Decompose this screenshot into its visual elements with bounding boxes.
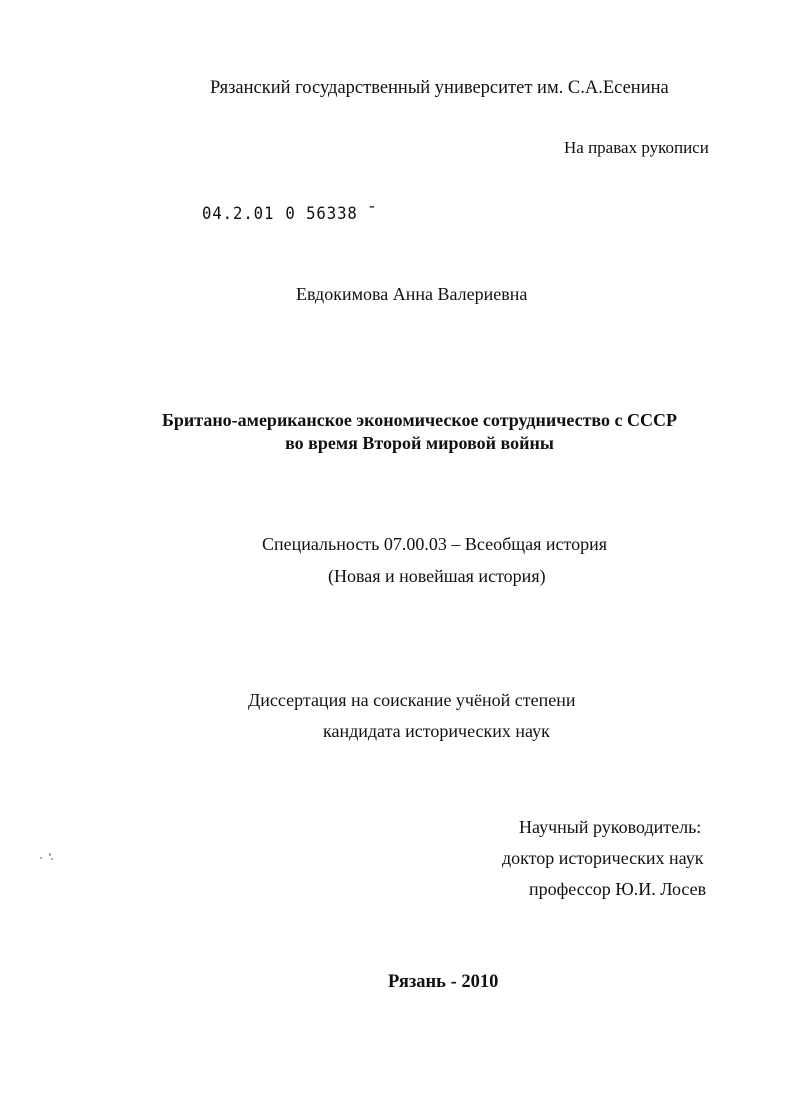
specialty-branch: (Новая и новейшая история) <box>328 566 546 586</box>
dissertation-purpose-line2: кандидата исторических наук <box>323 721 550 741</box>
thesis-title-line1: Британо-американское экономическое сотрудничество с СССР <box>161 410 678 430</box>
author-name: Евдокимова Анна Валериевна <box>296 284 528 304</box>
stamp-number-part1: 04.2.01 <box>202 204 275 224</box>
specialty-code: Специальность 07.00.03 – Всеобщая история <box>262 534 608 554</box>
scan-speck <box>40 857 42 859</box>
registration-stamp-number <box>202 203 368 225</box>
supervisor-role: Научный руководитель: <box>519 817 702 837</box>
supervisor-degree: доктор исторических наук <box>502 848 704 868</box>
city-year: Рязань - 2010 <box>388 972 499 992</box>
dissertation-purpose-line1: Диссертация на соискание учёной степени <box>248 690 576 710</box>
scan-speck <box>51 858 53 860</box>
thesis-title-line2: во время Второй мировой войны <box>285 433 554 453</box>
stamp-number-part2: 0 56338 ̄ <box>285 204 369 224</box>
scan-speck <box>49 853 51 856</box>
supervisor-name: профессор Ю.И. Лосев <box>529 879 707 899</box>
manuscript-rights-note: На правах рукописи <box>564 138 709 157</box>
university-name: Рязанский государственный университет им. С.А.Есенина <box>210 78 669 98</box>
